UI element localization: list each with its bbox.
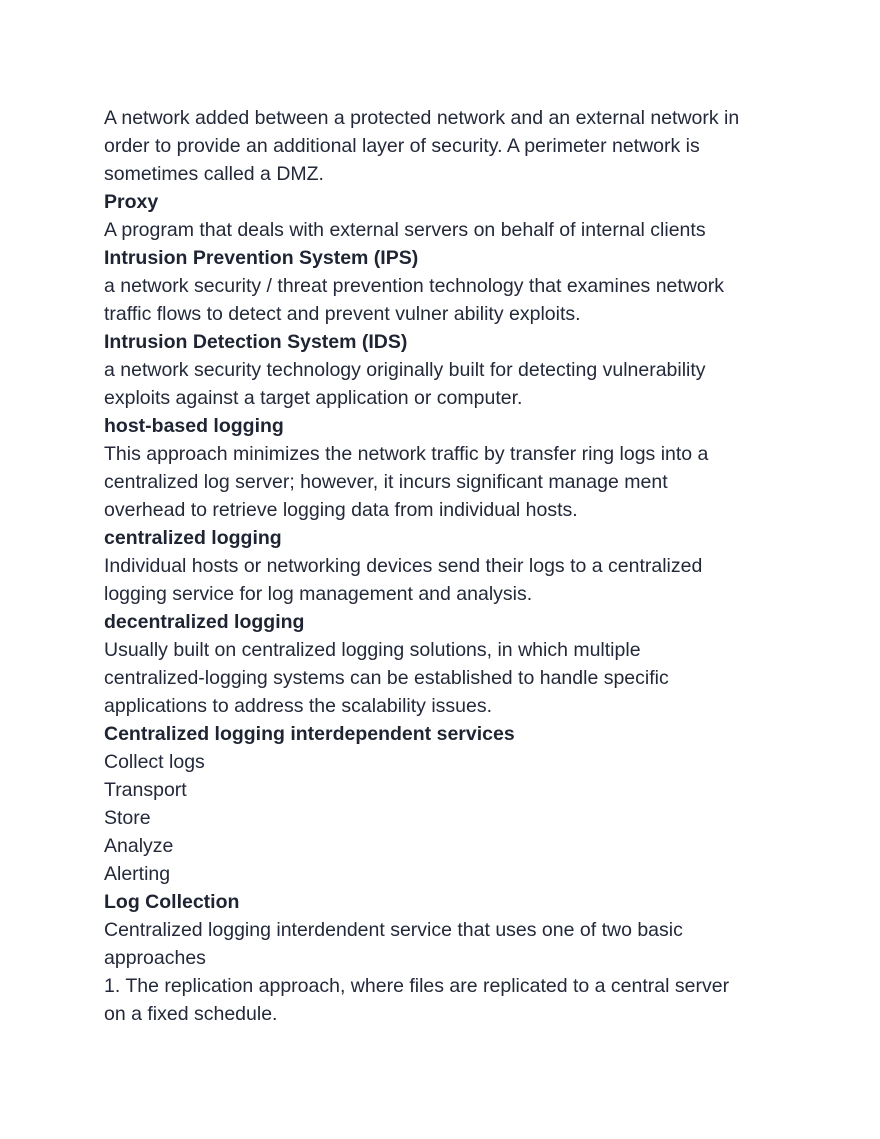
term-label: Log Collection xyxy=(104,891,240,913)
definition-text xyxy=(104,356,784,412)
text-line: Centralized logging interdendent service that uses one of two basic xyxy=(104,919,683,941)
text-line: A program that deals with external servers on behalf of internal clients xyxy=(104,219,706,241)
text-line: approaches xyxy=(104,947,206,969)
term-heading xyxy=(104,608,784,636)
text-line: Analyze xyxy=(104,835,174,857)
term-label: Proxy xyxy=(104,191,159,213)
term-label: host-based logging xyxy=(104,415,284,437)
definition-text xyxy=(104,916,784,972)
text-line: Store xyxy=(104,807,151,829)
text-line: Usually built on centralized logging solutions, in which multiple xyxy=(104,639,641,661)
definition-text xyxy=(104,832,784,860)
text-line: Transport xyxy=(104,779,187,801)
definition-text xyxy=(104,804,784,832)
text-line: sometimes called a DMZ. xyxy=(104,163,324,185)
text-line: applications to address the scalability issues. xyxy=(104,695,493,717)
term-label: Centralized logging interdependent services xyxy=(104,723,515,745)
term-heading xyxy=(104,244,784,272)
term-heading xyxy=(104,888,784,916)
definition-text xyxy=(104,748,784,776)
text-line: Individual hosts or networking devices send their logs to a centralized xyxy=(104,555,703,577)
document-page xyxy=(104,104,784,1028)
term-heading xyxy=(104,188,784,216)
term-label: centralized logging xyxy=(104,527,282,549)
term-heading xyxy=(104,412,784,440)
term-label: decentralized logging xyxy=(104,611,305,633)
text-line: This approach minimizes the network traffic by transfer ring logs into a xyxy=(104,443,709,465)
definition-text xyxy=(104,104,784,188)
text-line: 1. The replication approach, where files are replicated to a central server xyxy=(104,975,730,997)
definition-text xyxy=(104,860,784,888)
text-line: overhead to retrieve logging data from individual hosts. xyxy=(104,499,578,521)
text-line: exploits against a target application or computer. xyxy=(104,387,523,409)
definition-text xyxy=(104,216,784,244)
text-line: logging service for log management and analysis. xyxy=(104,583,533,605)
text-line: Alerting xyxy=(104,863,171,885)
definition-text xyxy=(104,440,784,524)
text-line: centralized log server; however, it incurs significant manage ment xyxy=(104,471,668,493)
definition-text xyxy=(104,776,784,804)
definition-text xyxy=(104,272,784,328)
text-line: order to provide an additional layer of security. A perimeter network is xyxy=(104,135,700,157)
text-line: A network added between a protected network and an external network in xyxy=(104,107,740,129)
term-heading xyxy=(104,524,784,552)
text-line: a network security / threat prevention technology that examines network xyxy=(104,275,724,297)
definition-text xyxy=(104,636,784,720)
text-line: centralized-logging systems can be established to handle specific xyxy=(104,667,669,689)
term-heading xyxy=(104,720,784,748)
term-heading xyxy=(104,328,784,356)
definition-text xyxy=(104,552,784,608)
document-body xyxy=(104,104,784,1028)
term-label: Intrusion Detection System (IDS) xyxy=(104,331,408,353)
text-line: a network security technology originally built for detecting vulnerability xyxy=(104,359,706,381)
definition-text xyxy=(104,972,784,1028)
term-label: Intrusion Prevention System (IPS) xyxy=(104,247,419,269)
text-line: on a fixed schedule. xyxy=(104,1003,278,1025)
text-line: traffic flows to detect and prevent vulner ability exploits. xyxy=(104,303,581,325)
text-line: Collect logs xyxy=(104,751,205,773)
